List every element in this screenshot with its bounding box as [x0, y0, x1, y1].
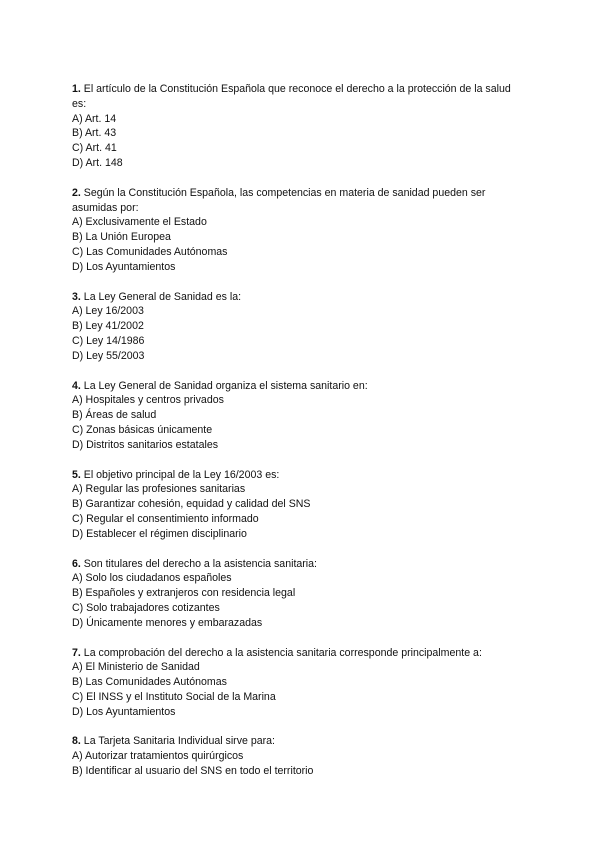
- answer-option: A) Autorizar tratamientos quirúrgicos: [72, 750, 244, 763]
- question-prompt: La Ley General de Sanidad es la:: [83, 290, 242, 303]
- question-4: [72, 379, 512, 453]
- question-prompt: El artículo de la Constitución Española que reconoce el derecho a la protección de la salud es:: [72, 83, 511, 110]
- question-1: [72, 82, 512, 171]
- answer-option: B) Ley 41/2002: [72, 320, 144, 333]
- answer-option: D) Art. 148: [72, 156, 123, 169]
- question-6: [72, 557, 512, 631]
- question-number: 3.: [72, 290, 81, 303]
- answer-option: A) Hospitales y centros privados: [72, 394, 224, 407]
- answer-option: B) Las Comunidades Autónomas: [72, 676, 227, 689]
- answer-option: C) Las Comunidades Autónomas: [72, 245, 228, 258]
- question-text: [72, 646, 512, 661]
- answer-option: A) El Ministerio de Sanidad: [72, 661, 200, 674]
- question-number: 1.: [72, 83, 81, 95]
- question-3: [72, 290, 512, 364]
- answer-option: B) Garantizar cohesión, equidad y calidad del SNS: [72, 498, 311, 511]
- question-text: [72, 468, 512, 483]
- answer-option: D) Los Ayuntamientos: [72, 260, 176, 273]
- document-page: [72, 82, 512, 794]
- question-prompt: La comprobación del derecho a la asistencia sanitaria corresponde principalmente a:: [83, 646, 482, 659]
- answer-option: C) Zonas básicas únicamente: [72, 423, 213, 436]
- answer-option: B) La Unión Europea: [72, 231, 171, 244]
- question-text: [72, 186, 512, 216]
- answer-option: D) Distritos sanitarios estatales: [72, 438, 219, 451]
- answer-option: C) Regular el consentimiento informado: [72, 512, 259, 525]
- answer-option: B) Identificar al usuario del SNS en todo el territorio: [72, 765, 314, 778]
- question-number: 5.: [72, 468, 81, 481]
- answer-option: C) Art. 41: [72, 142, 117, 155]
- answer-option: D) Los Ayuntamientos: [72, 705, 176, 718]
- question-number: 6.: [72, 557, 81, 570]
- question-text: [72, 290, 512, 305]
- question-text: [72, 82, 512, 112]
- answer-option: B) Áreas de salud: [72, 409, 157, 422]
- question-5: [72, 468, 512, 542]
- question-number: 4.: [72, 379, 81, 392]
- answer-option: C) El INSS y el Instituto Social de la Marina: [72, 690, 276, 703]
- question-prompt: El objetivo principal de la Ley 16/2003 es:: [83, 468, 280, 481]
- answer-option: D) Únicamente menores y embarazadas: [72, 616, 263, 629]
- answer-option: D) Establecer el régimen disciplinario: [72, 527, 247, 540]
- answer-option: A) Exclusivamente el Estado: [72, 216, 207, 229]
- answer-option: A) Solo los ciudadanos españoles: [72, 572, 232, 585]
- question-number: 8.: [72, 735, 81, 748]
- answer-option: A) Regular las profesiones sanitarias: [72, 483, 246, 496]
- question-text: [72, 734, 512, 749]
- answer-option: B) Art. 43: [72, 127, 117, 140]
- question-prompt: La Tarjeta Sanitaria Individual sirve para:: [83, 735, 275, 748]
- question-number: 7.: [72, 646, 81, 659]
- question-number: 2.: [72, 186, 81, 199]
- question-8: [72, 734, 512, 778]
- answer-option: B) Españoles y extranjeros con residencia legal: [72, 587, 296, 600]
- question-prompt: La Ley General de Sanidad organiza el sistema sanitario en:: [83, 379, 368, 392]
- answer-option: A) Ley 16/2003: [72, 305, 144, 318]
- answer-option: C) Solo trabajadores cotizantes: [72, 601, 220, 614]
- answer-option: C) Ley 14/1986: [72, 334, 145, 347]
- question-7: [72, 646, 512, 720]
- question-2: [72, 186, 512, 275]
- answer-option: D) Ley 55/2003: [72, 349, 145, 362]
- question-text: [72, 557, 512, 572]
- question-prompt: Según la Constitución Española, las competencias en materia de sanidad pueden ser asumidas por:: [72, 186, 486, 214]
- question-prompt: Son titulares del derecho a la asistencia sanitaria:: [83, 557, 317, 570]
- question-text: [72, 379, 512, 394]
- answer-option: A) Art. 14: [72, 112, 117, 125]
